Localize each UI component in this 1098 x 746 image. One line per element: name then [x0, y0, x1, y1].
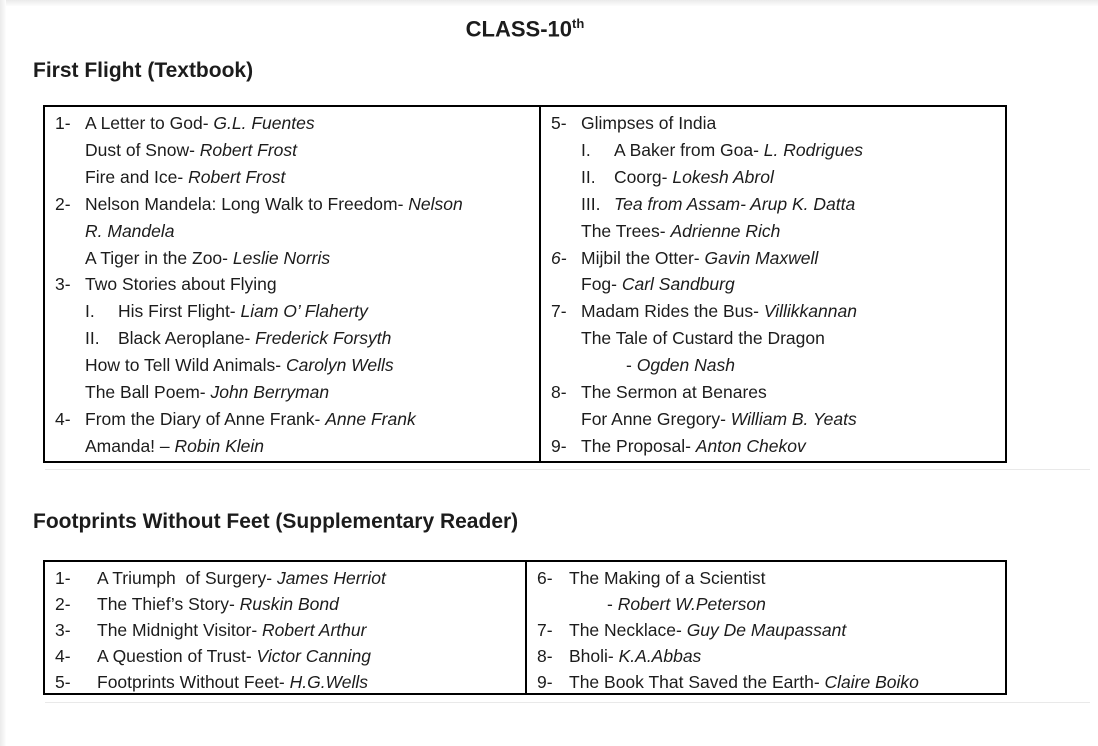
author-name: Gavin Maxwell	[704, 247, 819, 268]
item-number: 4-	[55, 646, 71, 666]
doc-title	[43, 16, 1007, 42]
author-name: Ruskin Bond	[239, 594, 339, 614]
title-text: -	[626, 355, 637, 376]
title-text: The Proposal-	[581, 435, 696, 456]
title-text: The Ball Poem-	[85, 382, 211, 403]
item-text	[581, 379, 767, 406]
syllabus-line	[551, 406, 997, 433]
author-name: Robert Frost	[199, 139, 298, 160]
roman-numeral: III.	[581, 193, 601, 214]
roman-numeral: II.	[581, 166, 596, 187]
item-number	[55, 379, 85, 406]
author-name: Nelson	[408, 193, 463, 214]
item-number	[55, 218, 85, 245]
title-text: A Letter to God-	[85, 113, 214, 133]
syllabus-line	[55, 218, 531, 245]
item-number	[55, 433, 85, 460]
syllabus-line	[55, 433, 531, 460]
item-number: 2-	[55, 594, 71, 614]
item-text	[85, 298, 368, 325]
syllabus-line	[551, 271, 997, 298]
author-name: John Berryman	[210, 382, 330, 403]
item-number: 3-	[55, 620, 71, 640]
item-number: 6-	[551, 247, 567, 268]
syllabus-line	[551, 164, 997, 191]
title-text: Mijbil the Otter-	[581, 247, 705, 268]
syllabus-line	[55, 245, 531, 272]
item-text	[581, 298, 857, 325]
item-number: 9-	[537, 672, 553, 692]
author-name: Lokesh Abrol	[672, 166, 774, 187]
author-name: Carolyn Wells	[286, 355, 394, 376]
hairline-divider	[45, 469, 1090, 470]
item-number	[551, 352, 581, 379]
item-text	[85, 245, 330, 272]
table-column-left	[45, 107, 541, 461]
doc-title-text: CLASS-10	[465, 16, 573, 42]
author-name: William B. Yeats	[730, 408, 857, 429]
syllabus-line	[55, 164, 531, 191]
item-number: 2-	[55, 193, 71, 214]
author-name: Guy De Maupassant	[686, 620, 847, 640]
item-number	[551, 271, 581, 298]
item-number: 8-	[551, 382, 567, 403]
item-text	[581, 271, 735, 298]
item-text	[581, 325, 825, 352]
item-number: 3-	[55, 274, 71, 295]
roman-numeral: II.	[85, 328, 100, 349]
syllabus-line	[55, 271, 531, 298]
item-number: 8-	[537, 646, 553, 666]
title-text: For Anne Gregory-	[581, 408, 731, 429]
syllabus-line	[55, 191, 531, 218]
title-text: The Necklace-	[569, 620, 687, 640]
title-text: A Question of Trust-	[97, 646, 257, 666]
author-name: Robin Klein	[174, 435, 264, 456]
syllabus-table-first-flight	[43, 105, 1007, 463]
item-text	[85, 271, 277, 298]
section-heading-footprints: Footprints Without Feet (Supplementary Reader)	[33, 510, 519, 533]
item-number	[55, 352, 85, 379]
title-text: The Midnight Visitor-	[97, 620, 263, 640]
author-name: Adrienne Rich	[670, 220, 781, 241]
item-number	[537, 591, 569, 617]
author-name: Victor Canning	[256, 646, 371, 666]
item-number	[551, 191, 581, 218]
author-name: Anne Frank	[325, 408, 416, 429]
syllabus-line	[551, 325, 997, 352]
title-text: A Triumph of Surgery-	[97, 568, 277, 588]
item-number	[551, 406, 581, 433]
title-text: The Making of a Scientist	[569, 568, 766, 588]
item-text	[581, 245, 818, 272]
item-text	[569, 617, 846, 643]
item-text	[85, 137, 297, 164]
syllabus-line	[551, 379, 997, 406]
author-name: G.L. Fuentes	[213, 113, 315, 133]
author-name: Ogden Nash	[636, 355, 735, 376]
item-text	[85, 406, 416, 433]
title-text: The Book That Saved the Earth-	[569, 672, 825, 692]
syllabus-line	[551, 191, 997, 218]
syllabus-line	[551, 298, 997, 325]
author-name: Frederick Forsyth	[255, 328, 392, 349]
syllabus-line	[55, 591, 517, 617]
item-text	[569, 591, 766, 617]
title-text: Coorg-	[614, 166, 673, 187]
syllabus-line	[55, 325, 531, 352]
syllabus-line	[55, 137, 531, 164]
syllabus-line	[55, 617, 517, 643]
title-text: The Sermon at Benares	[581, 382, 767, 403]
page-edge-left	[0, 0, 6, 746]
item-text	[85, 191, 463, 218]
author-name: Robert Frost	[188, 166, 286, 187]
item-number: 9-	[551, 435, 567, 456]
syllabus-line	[55, 643, 517, 669]
title-text: Two Stories about Flying	[85, 274, 277, 295]
syllabus-line	[55, 379, 531, 406]
syllabus-line	[551, 433, 997, 460]
roman-numeral: I.	[85, 301, 95, 322]
syllabus-line	[551, 218, 997, 245]
item-text	[97, 643, 371, 669]
title-text: Fog-	[581, 274, 622, 295]
syllabus-line	[55, 352, 531, 379]
item-text	[97, 591, 339, 617]
title-text: Footprints Without Feet-	[97, 672, 290, 692]
item-number	[551, 164, 581, 191]
item-number: 7-	[537, 620, 553, 640]
item-number	[551, 325, 581, 352]
item-text	[581, 352, 735, 379]
title-text: Glimpses of India	[581, 113, 717, 133]
title-text: A Tiger in the Zoo-	[85, 247, 233, 268]
table-column-left	[45, 562, 527, 693]
item-text	[581, 433, 806, 460]
title-text: The Thief’s Story-	[97, 594, 240, 614]
title-text: How to Tell Wild Animals-	[85, 355, 286, 376]
item-text	[581, 137, 863, 164]
syllabus-line	[537, 669, 997, 695]
item-text	[85, 352, 394, 379]
item-text	[85, 164, 285, 191]
item-text	[581, 191, 855, 218]
item-number	[55, 245, 85, 272]
doc-title-superscript: th	[572, 16, 585, 31]
item-text	[85, 110, 315, 137]
item-number: 5-	[551, 113, 567, 133]
title-text: The Trees-	[581, 220, 671, 241]
author-name: Leslie Norris	[232, 247, 331, 268]
item-number	[551, 218, 581, 245]
item-number: 5-	[55, 672, 71, 692]
title-text: -	[607, 594, 618, 614]
item-text	[85, 433, 264, 460]
title-text: The Tale of Custard the Dragon	[581, 328, 825, 349]
table-column-right	[527, 562, 1005, 693]
item-text	[97, 565, 386, 591]
author-name: R. Mandela	[85, 220, 175, 241]
author-name: Carl Sandburg	[621, 274, 735, 295]
syllabus-line	[551, 110, 997, 137]
item-text	[85, 325, 391, 352]
syllabus-line	[551, 137, 997, 164]
title-text: A Baker from Goa-	[614, 139, 764, 160]
table-column-right	[541, 107, 1005, 461]
author-name: Villikkannan	[763, 301, 857, 322]
section-heading-first-flight: First Flight (Textbook)	[33, 59, 254, 82]
title-text: From the Diary of Anne Frank-	[85, 408, 326, 429]
item-number	[55, 298, 85, 325]
item-text	[581, 110, 716, 137]
author-name: Anton Chekov	[695, 435, 806, 456]
item-number: 1-	[55, 568, 71, 588]
syllabus-line	[537, 565, 997, 591]
hairline-divider	[45, 702, 1090, 703]
author-name: James Herriot	[276, 568, 386, 588]
syllabus-line	[55, 565, 517, 591]
author-name: K.A.Abbas	[618, 646, 702, 666]
author-name: L. Rodrigues	[763, 139, 864, 160]
syllabus-line	[551, 245, 997, 272]
syllabus-line	[537, 617, 997, 643]
item-text	[85, 379, 329, 406]
item-text	[569, 565, 765, 591]
item-text	[569, 669, 919, 695]
title-text: Amanda! –	[85, 435, 175, 456]
title-text: Madam Rides the Bus-	[581, 301, 764, 322]
author-name: Robert Arthur	[262, 620, 367, 640]
syllabus-line	[55, 110, 531, 137]
item-text	[97, 617, 366, 643]
item-number: 6-	[537, 568, 553, 588]
item-number	[551, 137, 581, 164]
item-text	[569, 643, 701, 669]
item-number: 7-	[551, 301, 567, 322]
roman-numeral: I.	[581, 139, 591, 160]
item-number	[55, 164, 85, 191]
author-name: Tea from Assam- Arup K. Datta	[614, 193, 856, 214]
item-text	[581, 406, 857, 433]
author-name: H.G.Wells	[289, 672, 369, 692]
syllabus-table-footprints	[43, 560, 1007, 695]
item-text	[581, 164, 774, 191]
title-text: Nelson Mandela: Long Walk to Freedom-	[85, 193, 409, 214]
title-text: Fire and Ice-	[85, 166, 189, 187]
syllabus-line	[537, 591, 997, 617]
item-text	[581, 218, 780, 245]
syllabus-line	[537, 643, 997, 669]
syllabus-line	[55, 669, 517, 695]
title-text: Dust of Snow-	[85, 139, 200, 160]
syllabus-line	[551, 352, 997, 379]
item-number: 4-	[55, 408, 71, 429]
title-text: Bholi-	[569, 646, 619, 666]
author-name: Robert W.Peterson	[617, 594, 766, 614]
item-text	[85, 218, 175, 245]
syllabus-line	[55, 406, 531, 433]
item-number	[55, 325, 85, 352]
item-number: 1-	[55, 113, 71, 133]
page-edge-top	[0, 0, 1098, 6]
syllabus-line	[55, 298, 531, 325]
author-name: Liam O’ Flaherty	[240, 301, 368, 322]
title-text: Black Aeroplane-	[118, 328, 256, 349]
item-number	[55, 137, 85, 164]
item-text	[97, 669, 368, 695]
author-name: Claire Boiko	[824, 672, 919, 692]
title-text: His First Flight-	[118, 301, 241, 322]
